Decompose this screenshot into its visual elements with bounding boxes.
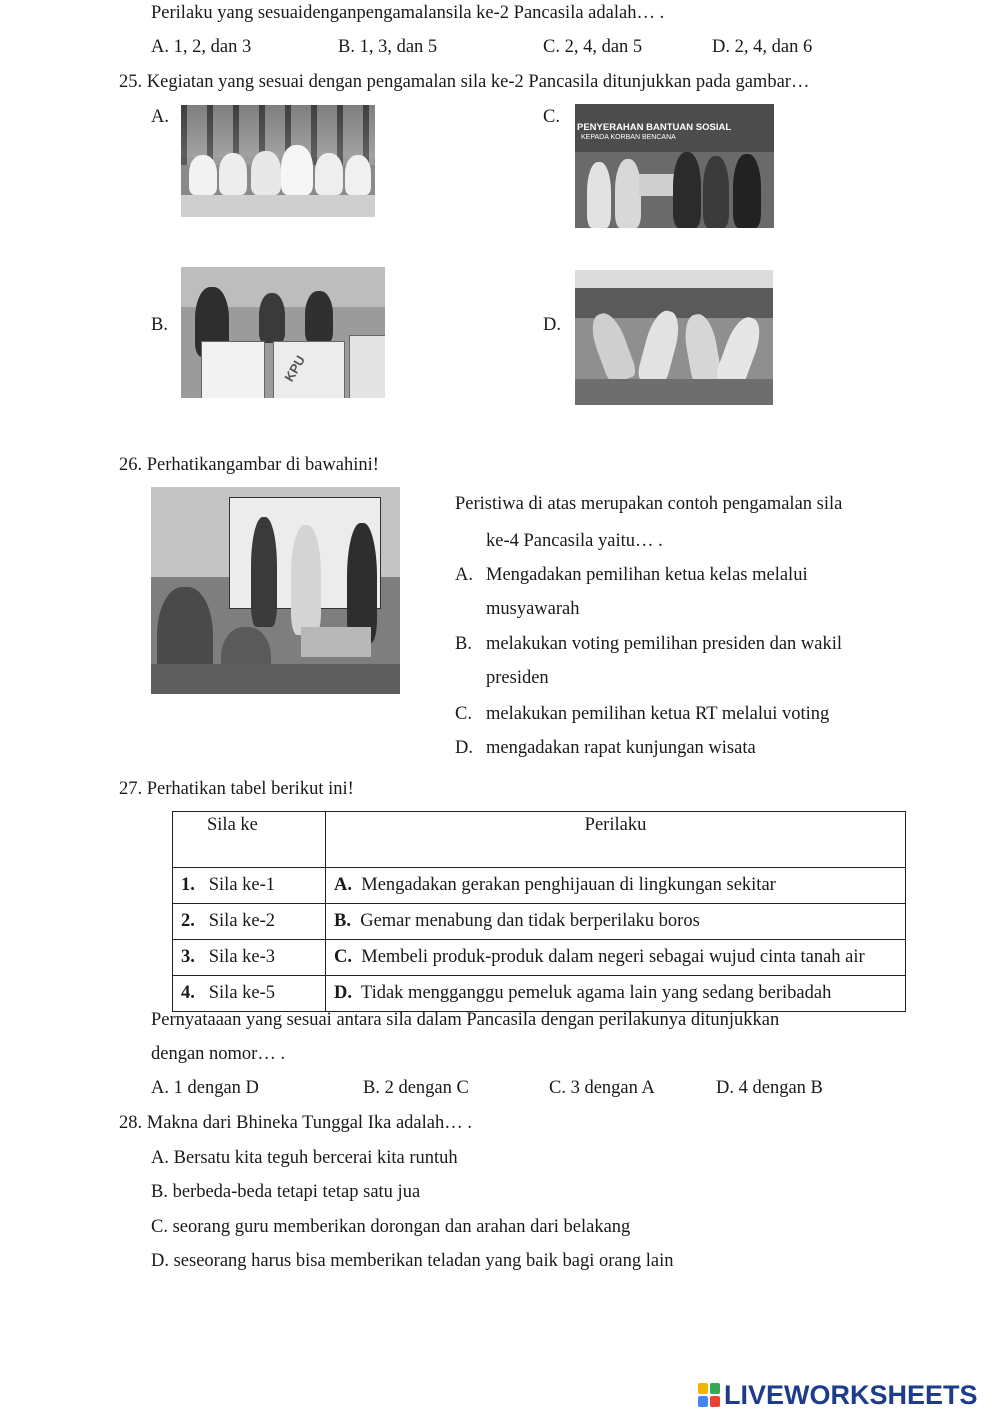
table-row (173, 940, 906, 976)
q25-image-a-praying-photo[interactable] (181, 105, 375, 217)
perilaku-letter: C. (334, 947, 352, 967)
q26-option-a-line1[interactable]: Mengadakan pemilihan ketua kelas melalui (486, 565, 808, 585)
sila-label: Sila ke-3 (208, 947, 276, 967)
q26-question-line2: ke-4 Pancasila yaitu… . (486, 531, 663, 551)
perilaku-text: Membeli produk-produk dalam negeri sebagai wujud cinta tanah air (361, 947, 865, 967)
q27-stem: 27. Perhatikan tabel berikut ini! (119, 779, 354, 799)
perilaku-cell (326, 904, 906, 940)
q26-option-b-line1[interactable]: melakukan voting pemilihan presiden dan wakil (486, 634, 843, 654)
q26-option-a-line2[interactable]: musyawarah (486, 599, 580, 619)
perilaku-cell (326, 940, 906, 976)
q25-label-b[interactable]: B. (151, 315, 168, 335)
q28-option-c[interactable]: C. seorang guru memberikan dorongan dan arahan dari belakang (151, 1217, 631, 1237)
sila-cell (173, 868, 326, 904)
liveworksheets-logo-icon (698, 1383, 720, 1407)
q25-label-d[interactable]: D. (543, 315, 561, 335)
table-row (173, 904, 906, 940)
sila-label: Sila ke-2 (208, 911, 276, 931)
row-number: 4. (181, 983, 195, 1003)
perilaku-cell (326, 976, 906, 1012)
q25-image-c-caption-1: PENYERAHAN BANTUAN SOSIAL (577, 122, 732, 133)
q25-image-b-voting-photo[interactable] (181, 267, 385, 398)
q25-label-a[interactable]: A. (151, 107, 169, 127)
sila-table-header (173, 812, 906, 868)
perilaku-text: Gemar menabung dan tidak berperilaku boros (360, 911, 700, 931)
header-sila-ke: Sila ke (173, 812, 326, 868)
q28-option-a[interactable]: A. Bersatu kita teguh bercerai kita runtuh (151, 1148, 458, 1168)
perilaku-letter: A. (334, 875, 352, 895)
liveworksheets-brand-text: LIVEWORKSHEETS (724, 1379, 978, 1410)
q26-option-d-letter[interactable]: D. (455, 738, 473, 758)
q26-stem: 26. Perhatikangambar di bawahini! (119, 455, 379, 475)
q24-option-c[interactable]: C. 2, 4, dan 5 (543, 37, 643, 57)
q24-option-d[interactable]: D. 2, 4, dan 6 (712, 37, 813, 57)
q24-stem: Perilaku yang sesuaidenganpengamalansila ke-2 Pancasila adalah… . (151, 3, 665, 23)
row-number: 2. (181, 911, 195, 931)
q26-image-meeting-photo[interactable] (151, 487, 400, 694)
q26-option-d-line1[interactable]: mengadakan rapat kunjungan wisata (486, 738, 756, 758)
q26-option-a-letter[interactable]: A. (455, 565, 473, 585)
header-perilaku: Perilaku (326, 812, 906, 868)
q24-option-a[interactable]: A. 1, 2, dan 3 (151, 37, 252, 57)
q26-question-line1: Peristiwa di atas merupakan contoh pengamalan sila (455, 494, 843, 514)
q25-stem: 25. Kegiatan yang sesuai dengan pengamalan sila ke-2 Pancasila ditunjukkan pada gambar… (119, 72, 810, 92)
q25-label-c[interactable]: C. (543, 107, 560, 127)
sila-table (172, 811, 906, 1012)
q27-option-d[interactable]: D. 4 dengan B (716, 1078, 823, 1098)
q28-option-b[interactable]: B. berbeda-beda tetapi tetap satu jua (151, 1182, 421, 1202)
q27-statement-line2: dengan nomor… . (151, 1044, 286, 1064)
perilaku-text: Tidak mengganggu pemeluk agama lain yang sedang beribadah (360, 983, 832, 1003)
sila-cell (173, 904, 326, 940)
table-row (173, 868, 906, 904)
sila-cell (173, 976, 326, 1012)
q27-option-a[interactable]: A. 1 dengan D (151, 1078, 259, 1098)
q25-image-d-community-work-photo[interactable] (575, 270, 773, 405)
perilaku-letter: D. (334, 983, 352, 1003)
perilaku-text: Mengadakan gerakan penghijauan di lingkungan sekitar (361, 875, 776, 895)
row-number: 1. (181, 875, 195, 895)
q26-option-c-letter[interactable]: C. (455, 704, 472, 724)
perilaku-letter: B. (334, 911, 351, 931)
q26-option-b-letter[interactable]: B. (455, 634, 472, 654)
table-row (173, 976, 906, 1012)
q25-image-c-aid-photo[interactable] (575, 104, 774, 228)
q27-statement-line1: Pernyataaan yang sesuai antara sila dalam Pancasila dengan perilakunya ditunjukkan (151, 1010, 780, 1030)
q28-stem: 28. Makna dari Bhineka Tunggal Ika adalah… . (119, 1113, 472, 1133)
sila-cell (173, 940, 326, 976)
q24-option-b[interactable]: B. 1, 3, dan 5 (338, 37, 438, 57)
sila-label: Sila ke-1 (208, 875, 276, 895)
q28-option-d[interactable]: D. seseorang harus bisa memberikan teladan yang baik bagi orang lain (151, 1251, 674, 1271)
q27-option-b[interactable]: B. 2 dengan C (363, 1078, 469, 1098)
sila-label: Sila ke-5 (208, 983, 276, 1003)
perilaku-cell (326, 868, 906, 904)
liveworksheets-logo[interactable] (698, 1378, 978, 1412)
q25-image-c-caption-2: KEPADA KORBAN BENCANA (581, 134, 676, 141)
q26-option-c-line1[interactable]: melakukan pemilihan ketua RT melalui voting (486, 704, 830, 724)
q26-option-b-line2[interactable]: presiden (486, 668, 549, 688)
row-number: 3. (181, 947, 195, 967)
q25-image-b-box-text: KPU (281, 352, 309, 385)
q27-option-c[interactable]: C. 3 dengan A (549, 1078, 655, 1098)
